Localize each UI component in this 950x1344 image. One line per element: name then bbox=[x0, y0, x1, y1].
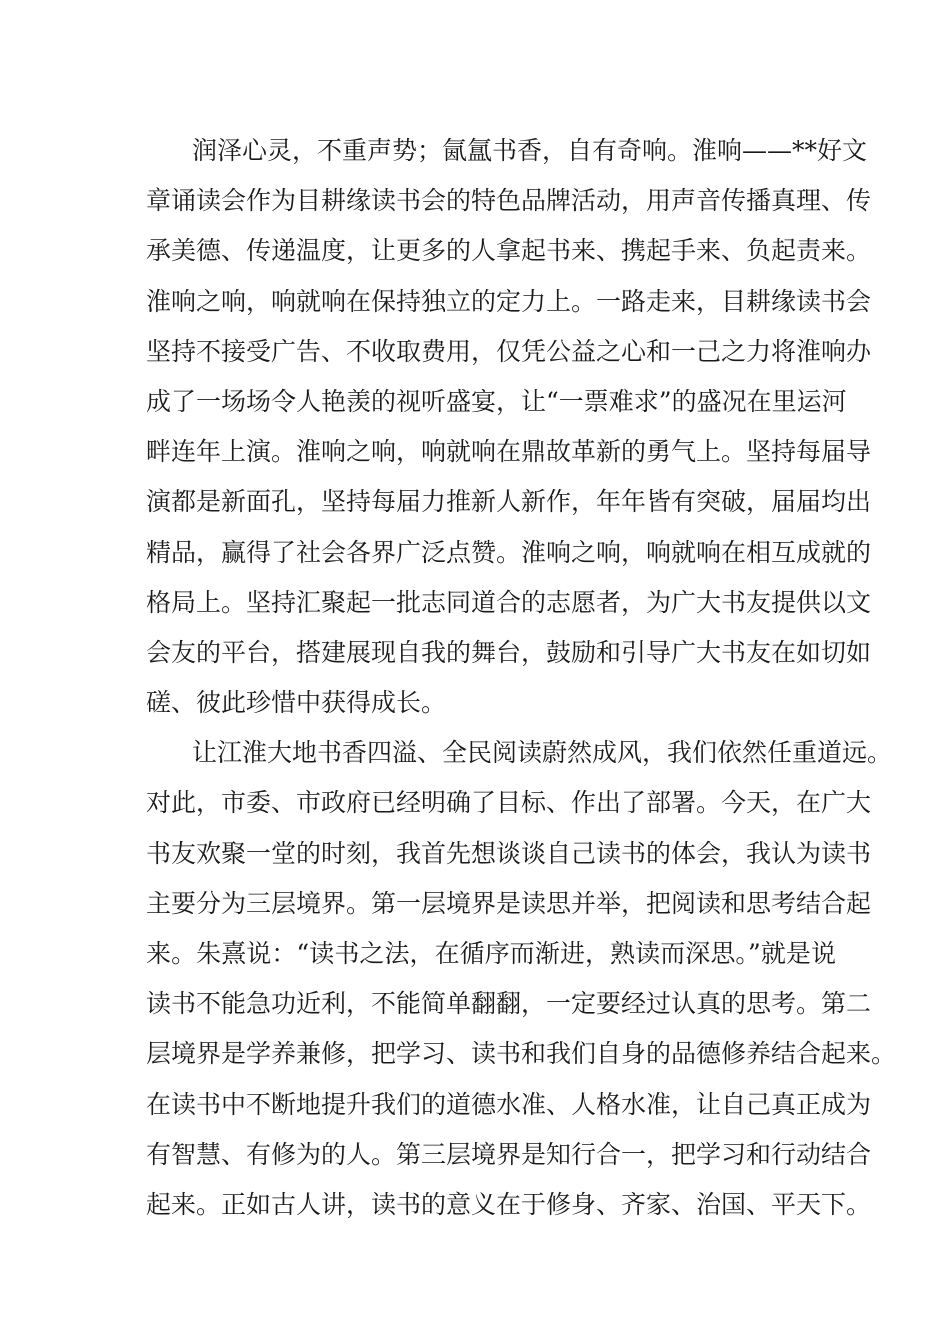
text-line: 坚持不接受广告、不收取费用，仅凭公益之心和一己之力将淮响办 bbox=[146, 336, 872, 366]
text-line: 对此，市委、市政府已经明确了目标、作出了部署。今天，在广大 bbox=[146, 788, 872, 818]
text-line: 畔连年上演。淮响之响，响就响在鼎故革新的勇气上。坚持每届导 bbox=[146, 437, 872, 467]
text-line: 来。朱熹说：“读书之法，在循序而渐进，熟读而深思。”就是说 bbox=[146, 939, 836, 968]
text-line: 有智慧、有修为的人。第三层境界是知行合一，把学习和行动结合 bbox=[146, 1139, 872, 1169]
text-line: 让江淮大地书香四溢、全民阅读蔚然成风，我们依然任重道远。 bbox=[192, 738, 893, 768]
text-line: 精品，赢得了社会各界广泛点赞。淮响之响，响就响在相互成就的 bbox=[146, 537, 872, 567]
document-body bbox=[146, 126, 897, 1230]
text-line: 演都是新面孔，坚持每届力推新人新作，年年皆有突破，届届均出 bbox=[146, 487, 872, 517]
text-line: 在读书中不断地提升我们的道德水准、人格水准，让自己真正成为 bbox=[146, 1089, 872, 1119]
text-line: 磋、彼此珍惜中获得成长。 bbox=[146, 688, 447, 718]
text-line: 润泽心灵，不重声势；氤氲书香，自有奇响。淮响——**好文 bbox=[192, 136, 868, 165]
text-line: 主要分为三层境界。第一层境界是读思并举，把阅读和思考结合起 bbox=[146, 888, 872, 918]
text-line: 书友欢聚一堂的时刻，我首先想谈谈自己读书的体会，我认为读书 bbox=[146, 838, 872, 868]
text-line: 层境界是学养兼修，把学习、读书和我们自身的品德修养结合起来。 bbox=[146, 1039, 897, 1069]
text-line: 成了一场场令人艳羡的视听盛宴，让“一票难求”的盛况在里运河 bbox=[146, 386, 847, 416]
paragraph-1 bbox=[146, 126, 872, 728]
text-line: 读书不能急功近利，不能简单翻翻，一定要经过认真的思考。第二 bbox=[146, 989, 872, 1019]
text-line: 承美德、传递温度，让更多的人拿起书来、携起手来、负起责来。 bbox=[146, 236, 872, 266]
paragraph-2 bbox=[146, 728, 897, 1230]
text-line: 起来。正如古人讲，读书的意义在于修身、齐家、治国、平天下。 bbox=[146, 1189, 872, 1219]
text-line: 会友的平台，搭建展现自我的舞台，鼓励和引导广大书友在如切如 bbox=[146, 637, 872, 667]
text-line: 章诵读会作为目耕缘读书会的特色品牌活动，用声音传播真理、传 bbox=[146, 186, 872, 216]
text-line: 格局上。坚持汇聚起一批志同道合的志愿者，为广大书友提供以文 bbox=[146, 587, 872, 617]
text-line: 淮响之响，响就响在保持独立的定力上。一路走来，目耕缘读书会 bbox=[146, 286, 872, 316]
